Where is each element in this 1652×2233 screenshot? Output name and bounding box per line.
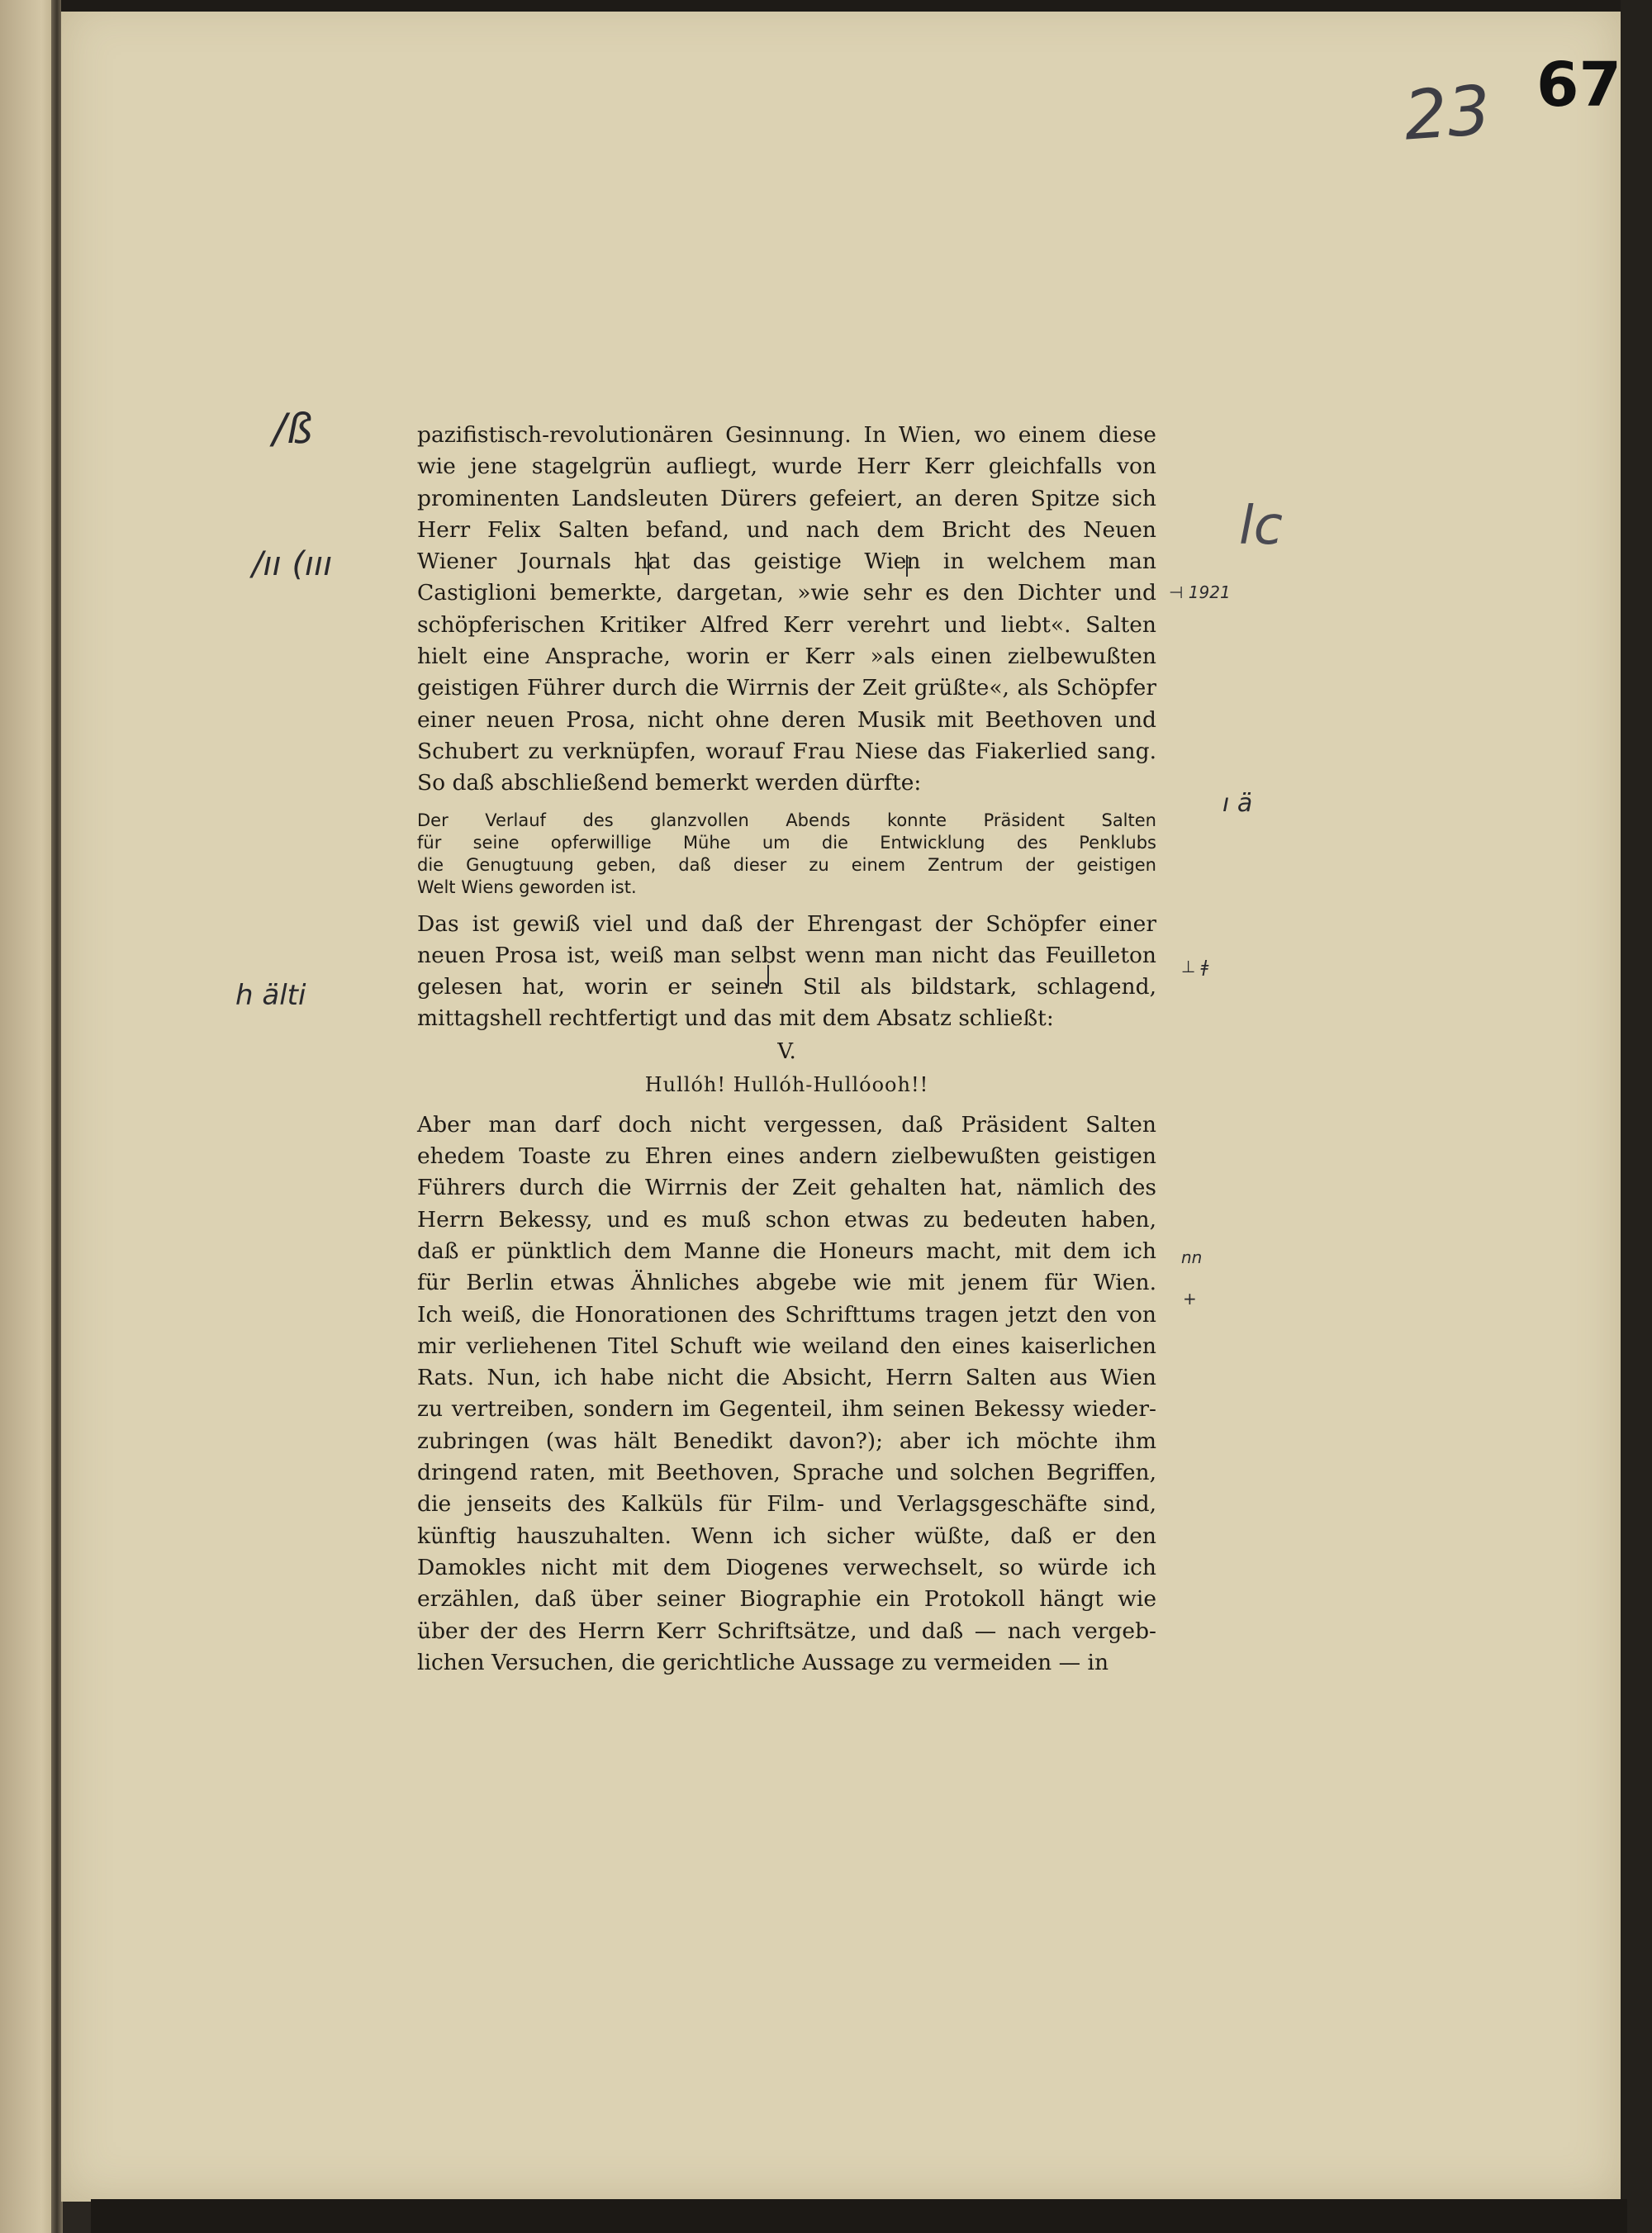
text-line: dringend raten, mit Beethoven, Sprache und solchen Begriffen, xyxy=(417,1460,1156,1486)
text-line: Welt Wiens geworden ist. xyxy=(417,877,637,897)
text-line: für seine opferwillige Mühe um die Entwicklung des Penklubs xyxy=(417,832,1156,853)
margin-note-left-2: /ıı (ııı xyxy=(252,545,333,583)
text-line: prominenten Landsleuten Dürers gefeiert, an deren Spitze sich xyxy=(417,485,1156,511)
margin-note-right-6: + xyxy=(1183,1289,1197,1309)
text-line: für Berlin etwas Ähnliches abgebe wie mit jenem für Wien. xyxy=(417,1270,1156,1296)
text-line: die jenseits des Kalküls für Film- und Verlagsgeschäfte sind, xyxy=(417,1491,1156,1518)
margin-note-left-1: /ß xyxy=(273,405,313,453)
text-line: Castiglioni bemerkte, dargetan, »wie sehr es den Dichter und xyxy=(417,580,1156,606)
insertion-mark xyxy=(767,965,769,986)
margin-note-right-5: nn xyxy=(1181,1247,1203,1267)
text-line: Schubert zu verknüpfen, worauf Frau Niese das Fiakerlied sang. xyxy=(417,738,1156,764)
text-line: Aber man darf doch nicht vergessen, daß Präsident Salten xyxy=(417,1111,1156,1138)
bottom-scan-edge xyxy=(91,2199,1627,2233)
right-scan-edge xyxy=(1621,0,1652,2233)
text-line: pazifistisch-revolutionären Gesinnung. In Wien, wo einem diese xyxy=(417,422,1156,448)
text-line: mittagshell rechtfertigt und das mit dem Absatz schließt: xyxy=(417,1005,1054,1032)
paragraph-2 xyxy=(417,909,1156,1035)
text-line: ehedem Toaste zu Ehren eines andern zielbewußten geistigen xyxy=(417,1143,1156,1170)
section-number: V. xyxy=(777,1038,796,1064)
text-line: Das ist gewiß viel und daß der Ehrengast der Schöpfer einer xyxy=(417,910,1156,937)
section-title: Hullóh! Hullóh-Hullóooh!! xyxy=(644,1072,929,1096)
text-line: Rats. Nun, ich habe nicht die Absicht, Herrn Salten aus Wien xyxy=(417,1365,1156,1391)
text-line: hielt eine Ansprache, worin er Kerr »als einen zielbewußten xyxy=(417,644,1156,670)
text-line: Herr Felix Salten befand, und nach dem Bricht des Neuen xyxy=(417,516,1156,543)
text-line: erzählen, daß über seiner Biographie ein Protokoll hängt wie xyxy=(417,1586,1156,1613)
heading-spacer xyxy=(417,1101,1156,1109)
text-line: Wiener Journals hat das geistige Wien in welchem man xyxy=(417,549,1156,575)
text-line: Ich weiß, die Honorationen des Schrifttums tragen jetzt den von xyxy=(417,1301,1156,1328)
margin-note-right-2: ⊣ 1921 xyxy=(1169,582,1231,602)
insertion-mark xyxy=(648,552,649,575)
page-number: 67 xyxy=(1536,50,1621,121)
text-line: lichen Versuchen, die gerichtliche Aussage zu vermeiden — in xyxy=(417,1649,1109,1675)
insertion-mark xyxy=(906,555,908,577)
margin-note-right-1: lc xyxy=(1239,496,1283,557)
margin-note-left-3: h älti xyxy=(235,979,306,1012)
text-line: zubringen (was hält Benedikt davon?); aber ich möchte ihm xyxy=(417,1428,1156,1454)
text-line: neuen Prosa ist, weiß man selbst wenn man nicht das Feuilleton xyxy=(417,942,1156,968)
paragraph-1 xyxy=(417,420,1156,800)
text-line: über der des Herrn Kerr Schriftsätze, und daß — nach vergeb- xyxy=(417,1618,1156,1644)
margin-note-right-3: ı ä xyxy=(1222,789,1253,818)
margin-note-right-4: ⊥ ǂ xyxy=(1181,957,1208,976)
text-line: mir verliehenen Titel Schuft wie weiland den eines kaiserlichen xyxy=(417,1333,1156,1359)
text-line: Der Verlauf des glanzvollen Abends konnte Präsident Salten xyxy=(417,810,1156,830)
quoted-report xyxy=(417,810,1156,899)
text-line: die Genugtuung geben, daß dieser zu einem Zentrum der geistigen xyxy=(417,854,1156,875)
text-line: Führers durch die Wirrnis der Zeit gehalten hat, nämlich des xyxy=(417,1175,1156,1201)
text-line: Herrn Bekessy, und es muß schon etwas zu bedeuten haben, xyxy=(417,1206,1156,1233)
text-line: geistigen Führer durch die Wirrnis der Zeit grüßte«, als Schöpfer xyxy=(417,675,1156,701)
paragraph-3 xyxy=(417,1109,1156,1679)
text-line: einer neuen Prosa, nicht ohne deren Musik mit Beethoven und xyxy=(417,706,1156,733)
text-line: zu vertreiben, sondern im Gegenteil, ihm seinen Bekessy wieder- xyxy=(417,1396,1156,1423)
text-line: daß er pünktlich dem Manne die Honeurs macht, mit dem ich xyxy=(417,1238,1156,1264)
text-line: wie jene stagelgrün aufliegt, wurde Herr Kerr gleichfalls von xyxy=(417,454,1156,480)
handwritten-old-page-number: 23 xyxy=(1401,71,1493,156)
top-scan-edge xyxy=(61,0,1622,12)
text-line: schöpferischen Kritiker Alfred Kerr verehrt und liebt«. Salten xyxy=(417,611,1156,638)
text-line: gelesen hat, worin er seinen Stil als bildstark, schlagend, xyxy=(417,974,1156,1000)
main-text-block xyxy=(417,420,1156,1679)
text-line: künftig hauszuhalten. Wenn ich sicher wüßte, daß er den xyxy=(417,1523,1156,1549)
text-line: Damokles nicht mit dem Diogenes verwechselt, so würde ich xyxy=(417,1554,1156,1580)
text-line: So daß abschließend bemerkt werden dürfte: xyxy=(417,770,922,796)
